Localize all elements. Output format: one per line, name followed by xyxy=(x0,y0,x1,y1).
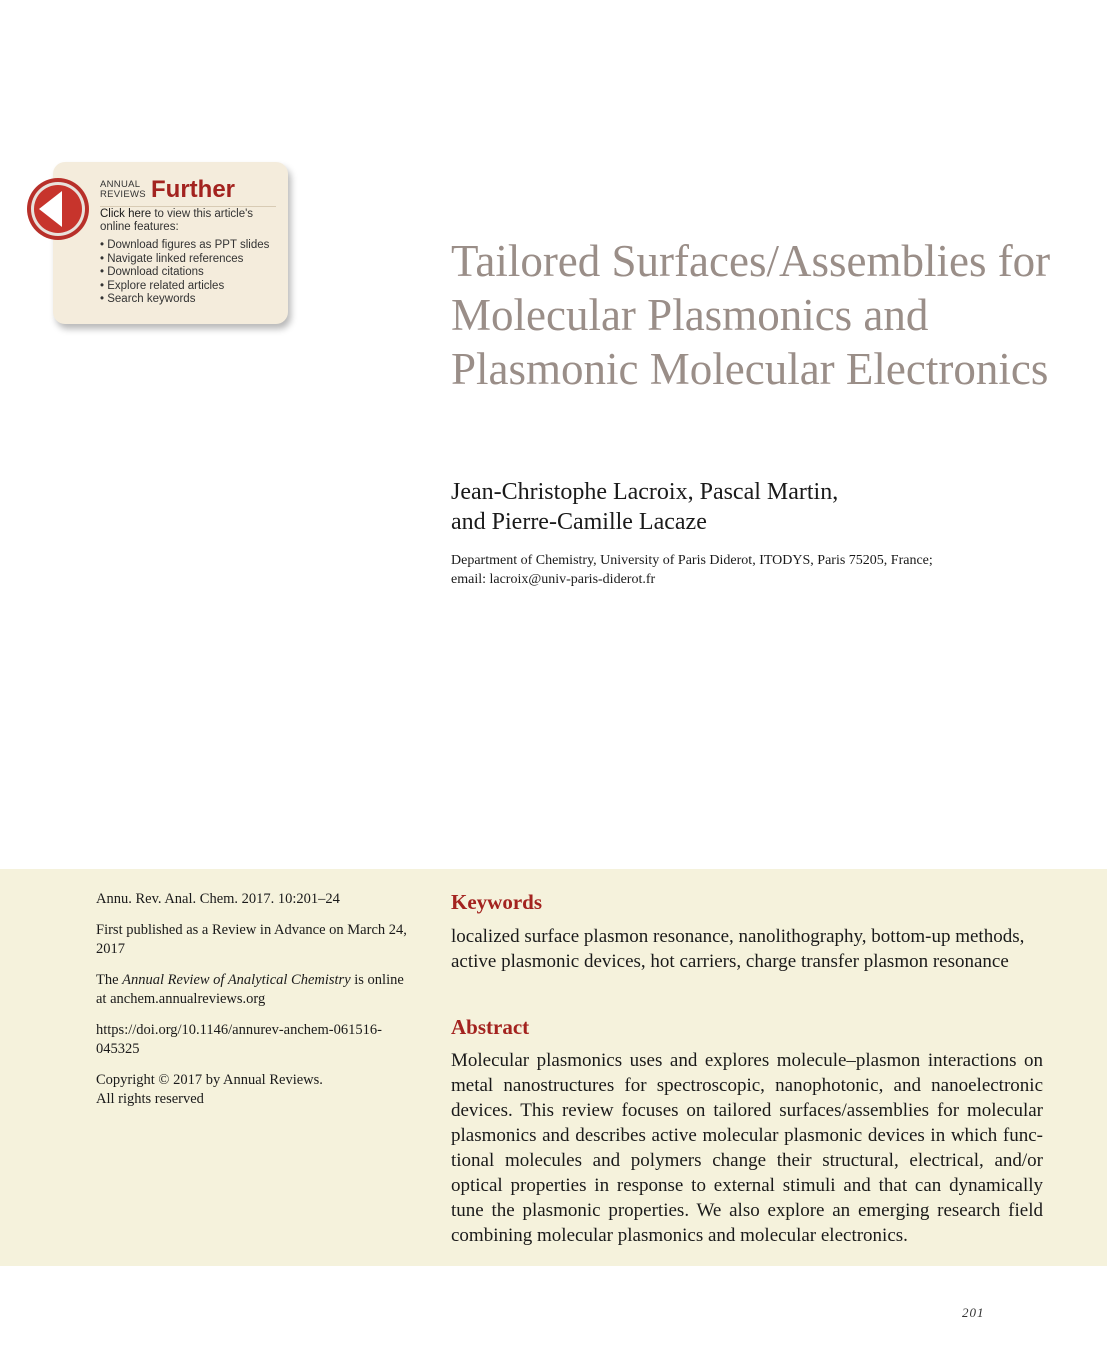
further-feature-item: • Download citations xyxy=(100,266,269,280)
journal-online: The Annual Review of Analytical Chemistry is online at anchem.annualreviews.org xyxy=(96,972,404,1007)
author-email: email: lacroix@univ-paris-diderot.fr xyxy=(451,572,656,587)
copyright: Copyright © 2017 by Annual Reviews. All rights reserved xyxy=(96,1072,323,1107)
further-intro: Click here to view this article's online features: xyxy=(100,208,254,233)
page-number: 201 xyxy=(962,1305,985,1320)
further-feature-item: • Download figures as PPT slides xyxy=(100,239,269,253)
further-feature-item: • Search keywords xyxy=(100,293,269,307)
authors-line: Jean-Christophe Lacroix, Pascal Martin, xyxy=(451,479,839,505)
doi: https://doi.org/10.1146/annurev-anchem-061516-045325 xyxy=(96,1022,382,1057)
keywords-text: localized surface plasmon resonance, nanolithography, bottom-up methods, active plasmonic devices, hot carriers, charge transfer plasmon resonance xyxy=(451,926,1025,972)
article-title: Tailored Surfaces/Assemblies for Molecular Plasmonics and Plasmonic Molecular Electronics xyxy=(451,236,1051,394)
further-label: Further xyxy=(151,176,235,203)
further-feature-item: • Explore related articles xyxy=(100,280,269,294)
publication-meta xyxy=(96,890,416,1121)
keywords-heading: Keywords xyxy=(451,890,542,914)
authors-line: and Pierre-Camille Lacaze xyxy=(451,509,707,535)
abstract-heading: Abstract xyxy=(451,1015,530,1039)
click-here-link[interactable]: Click here xyxy=(100,208,152,220)
first-published: First published as a Review in Advance on March 24, 2017 xyxy=(96,922,407,957)
further-divider xyxy=(100,206,276,207)
further-feature-item: • Navigate linked references xyxy=(100,253,269,267)
article-authors xyxy=(451,477,1011,537)
citation: Annu. Rev. Anal. Chem. 2017. 10:201–24 xyxy=(96,891,340,907)
further-heading xyxy=(100,177,280,205)
further-features-list xyxy=(100,239,269,307)
journal-name: Annual Review of Analytical Chemistry xyxy=(122,972,351,988)
annual-reviews-label: ANNUAL REVIEWS xyxy=(100,179,146,200)
back-arrow-icon[interactable] xyxy=(25,176,91,242)
author-affiliation xyxy=(451,551,1051,589)
affiliation-line: Department of Chemistry, University of Paris Diderot, ITODYS, Paris 75205, France; xyxy=(451,553,933,568)
abstract-text: Molecular plasmonics uses and explores molecule–plasmon interactions on metal nanostructures for spectroscopic, nanophotonic, and nanoelectronic devices. This review focuses on tailored surfaces/assemblies for molecular plasmonics and describes active molecular plasmonic devices in which func-tional molecules and polymers change their structural, electrical, and/or optical properties in response to external stimuli and that can dynamically tune the plasmonic properties. We also explore an emerging research field combining molecular plasmonics and molecular electronics. xyxy=(451,1050,1043,1246)
